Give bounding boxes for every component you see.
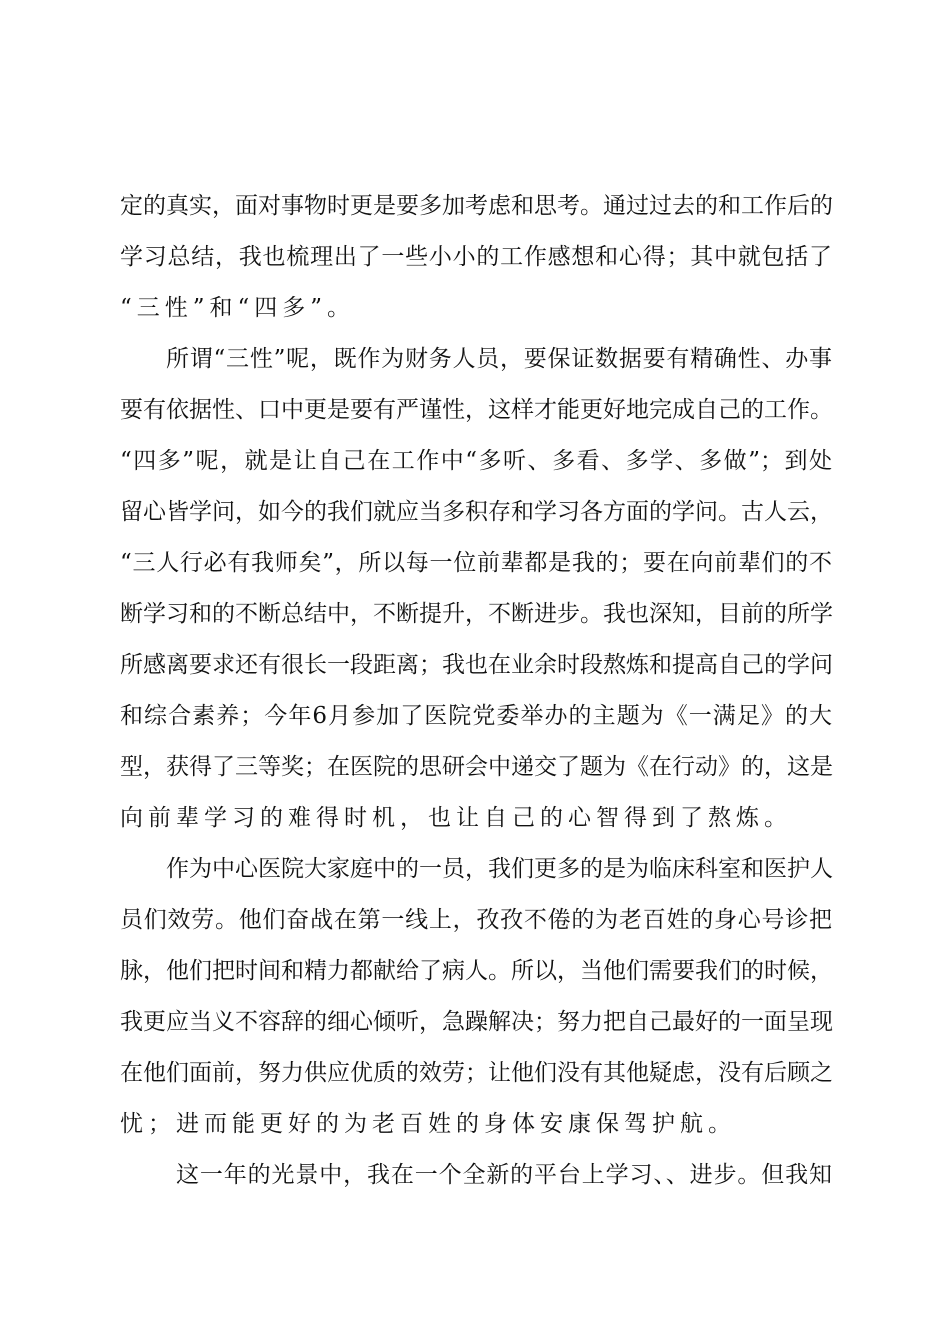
- text-line: “四多”呢，就是让自己在工作中“多听、多看、多学、多做”；到处: [120, 448, 832, 474]
- paragraph-first-line: 作为中心医院大家庭中的一员，我们更多的是为临床科室和医护人: [166, 856, 833, 882]
- text-line: 所感离要求还有很长一段距离；我也在业余时段熬炼和提高自己的学问: [120, 652, 833, 678]
- paragraph-first-line: 所谓“三性”呢，既作为财务人员，要保证数据要有精确性、办事: [166, 346, 832, 372]
- text-line: “三人行必有我师矣”，所以每一位前辈都是我的；要在向前辈们的不: [120, 550, 832, 576]
- text-line: 断学习和的不断总结中，不断提升，不断进步。我也深知，目前的所学: [120, 601, 833, 627]
- text-line: 留心皆学问，如今的我们就应当多积存和学习各方面的学问。古人云，: [120, 499, 833, 525]
- text-line: 和综合素养；今年6月参加了医院党委举办的主题为《一满足》的大: [120, 703, 832, 729]
- text-line: 要有依据性、口中更是要有严谨性，这样才能更好地完成自己的工作。: [120, 397, 833, 423]
- text-line: 我更应当义不容辞的细心倾听，急躁解决；努力把自己最好的一面呈现: [120, 1009, 833, 1035]
- text-line: 学习总结，我也梳理出了一些小小的工作感想和心得；其中就包括了: [120, 244, 832, 270]
- text-line: “三性”和“四多”。: [120, 295, 356, 321]
- text-line: 忧；进而能更好的为老百姓的身体安康保驾护航。: [120, 1111, 736, 1137]
- text-line: 型，获得了三等奖；在医院的思研会中递交了题为《在行动》的，这是: [120, 754, 833, 780]
- text-line: 员们效劳。他们奋战在第一线上，孜孜不倦的为老百姓的身心号诊把: [120, 907, 832, 933]
- text-line: 脉，他们把时间和精力都献给了病人。所以，当他们需要我们的时候，: [120, 958, 833, 984]
- text-line: 在他们面前，努力供应优质的效劳；让他们没有其他疑虑，没有后顾之: [120, 1060, 833, 1086]
- text-line: 向前辈学习的难得时机，也让自己的心智得到了熬炼。: [120, 805, 792, 831]
- text-line: 定的真实，面对事物时更是要多加考虑和思考。通过过去的和工作后的: [120, 193, 833, 219]
- paragraph-first-line: 这一年的光景中，我在一个全新的平台上学习、、进步。但我知: [176, 1162, 832, 1188]
